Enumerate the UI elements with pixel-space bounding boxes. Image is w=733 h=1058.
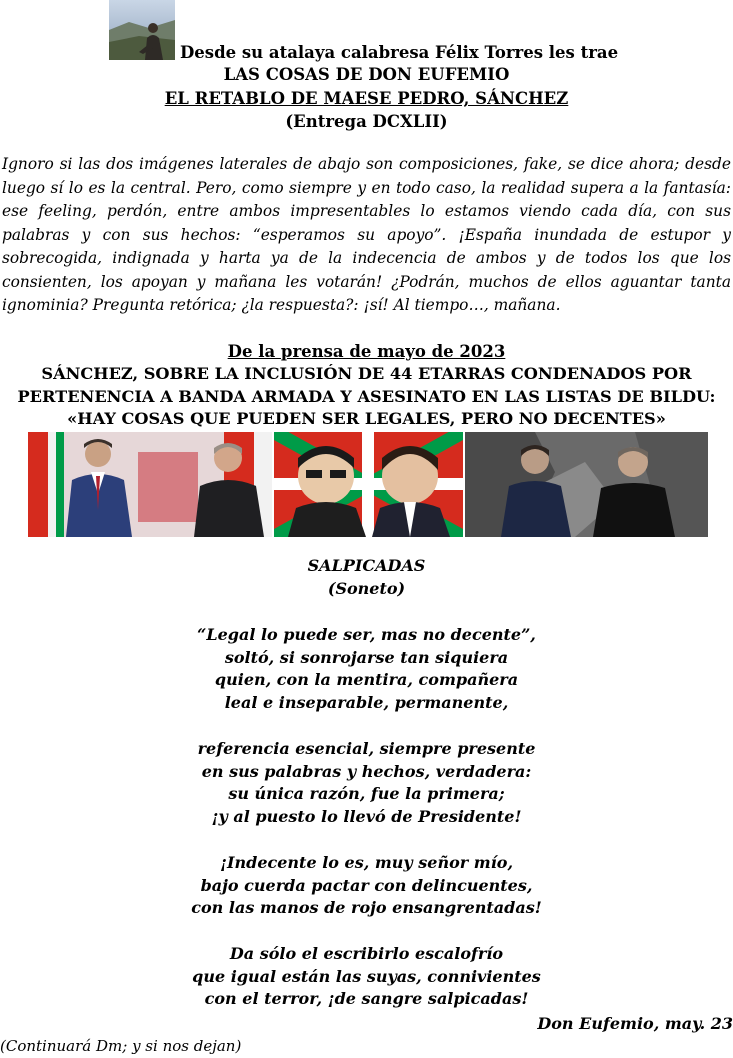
author-photo: [109, 0, 175, 60]
poem-subtitle: (Soneto): [327, 579, 406, 598]
poem-verse: ¡y al puesto lo llevó de Presidente!: [211, 807, 522, 827]
press-headline: SÁNCHEZ, SOBRE LA INCLUSIÓN DE 44 ETARRAS CONDENADOS POR PERTENENCIA A BANDA ARMADA Y ASESINATO EN LAS LISTAS DE BILDU: «HAY COSAS QUE PUEDEN SER LEGALES, PERO NO DECENTES»: [17, 364, 716, 428]
poem-verse: con las manos de rojo ensangrentadas!: [191, 898, 542, 918]
poem-verse: bajo cuerda pactar con delincuentes,: [200, 875, 533, 895]
photo-center-illustration: [274, 432, 463, 537]
poem-stanza: [0, 624, 733, 715]
poem-verse: quien, con la mentira, compañera: [214, 670, 519, 690]
poem-verse: “Legal lo puede ser, mas no decente”,: [197, 625, 536, 644]
press-date-line: De la prensa de mayo de 2023: [227, 342, 506, 361]
poem-verse: ¡Indecente lo es, muy señor mío,: [219, 853, 514, 872]
poem-verse: leal e inseparable, permanente,: [224, 693, 509, 713]
poem-verse: en sus palabras y hechos, verdadera:: [201, 761, 532, 781]
photo-left: [28, 432, 272, 537]
poem-stanza: [0, 738, 733, 829]
photo-right: [465, 432, 708, 537]
issue-number: (Entrega DCXLII): [285, 112, 448, 131]
footer-note: (Continuará Dm; y si nos dejan): [0, 1037, 242, 1055]
poem-verse: su única razón, fue la primera;: [228, 784, 505, 804]
signature: Don Eufemio, may. 23: [537, 1014, 733, 1033]
poem-stanza: [0, 943, 733, 1011]
poem-title: SALPICADAS: [307, 556, 426, 575]
intro-paragraph: Ignoro si las dos imágenes laterales de abajo son composiciones, fake, se dice ahora; desde luego sí lo es la central. Pero, como siempre y en todo caso, la realidad supera a la fantasía: ese feeling, perdón, entre ambos impresentables lo estamos viendo cada día, con sus palabras y con sus hechos: “esperamos su apoyo”. ¡España inundada de estupor y sobrecogida, indignada y harta ya de la indecencia de ambos y de todos los que los consienten, los apoyan y mañana les votarán! ¿Podrán, muchos de ellos aguantar tanta ignominia? Pregunta retórica; ¿la respuesta?: ¡sí! Al tiempo…, mañana.: [2, 155, 731, 314]
poem-stanza: [0, 852, 733, 920]
series-title: LAS COSAS DE DON EUFEMIO: [223, 65, 510, 84]
poem-verse: que igual están las suyas, connivientes: [192, 966, 541, 986]
poem-verse: referencia esencial, siempre presente: [197, 739, 536, 758]
poem-verse: soltó, si sonrojarse tan siquiera: [224, 647, 509, 667]
poem-verse: con el terror, ¡de sangre salpicadas!: [204, 989, 529, 1009]
header-intro-line: Desde su atalaya calabresa Félix Torres les trae: [180, 43, 619, 62]
page-title: EL RETABLO DE MAESE PEDRO, SÁNCHEZ: [164, 89, 569, 108]
poem-verse: Da sólo el escribirlo escalofrío: [229, 944, 504, 963]
